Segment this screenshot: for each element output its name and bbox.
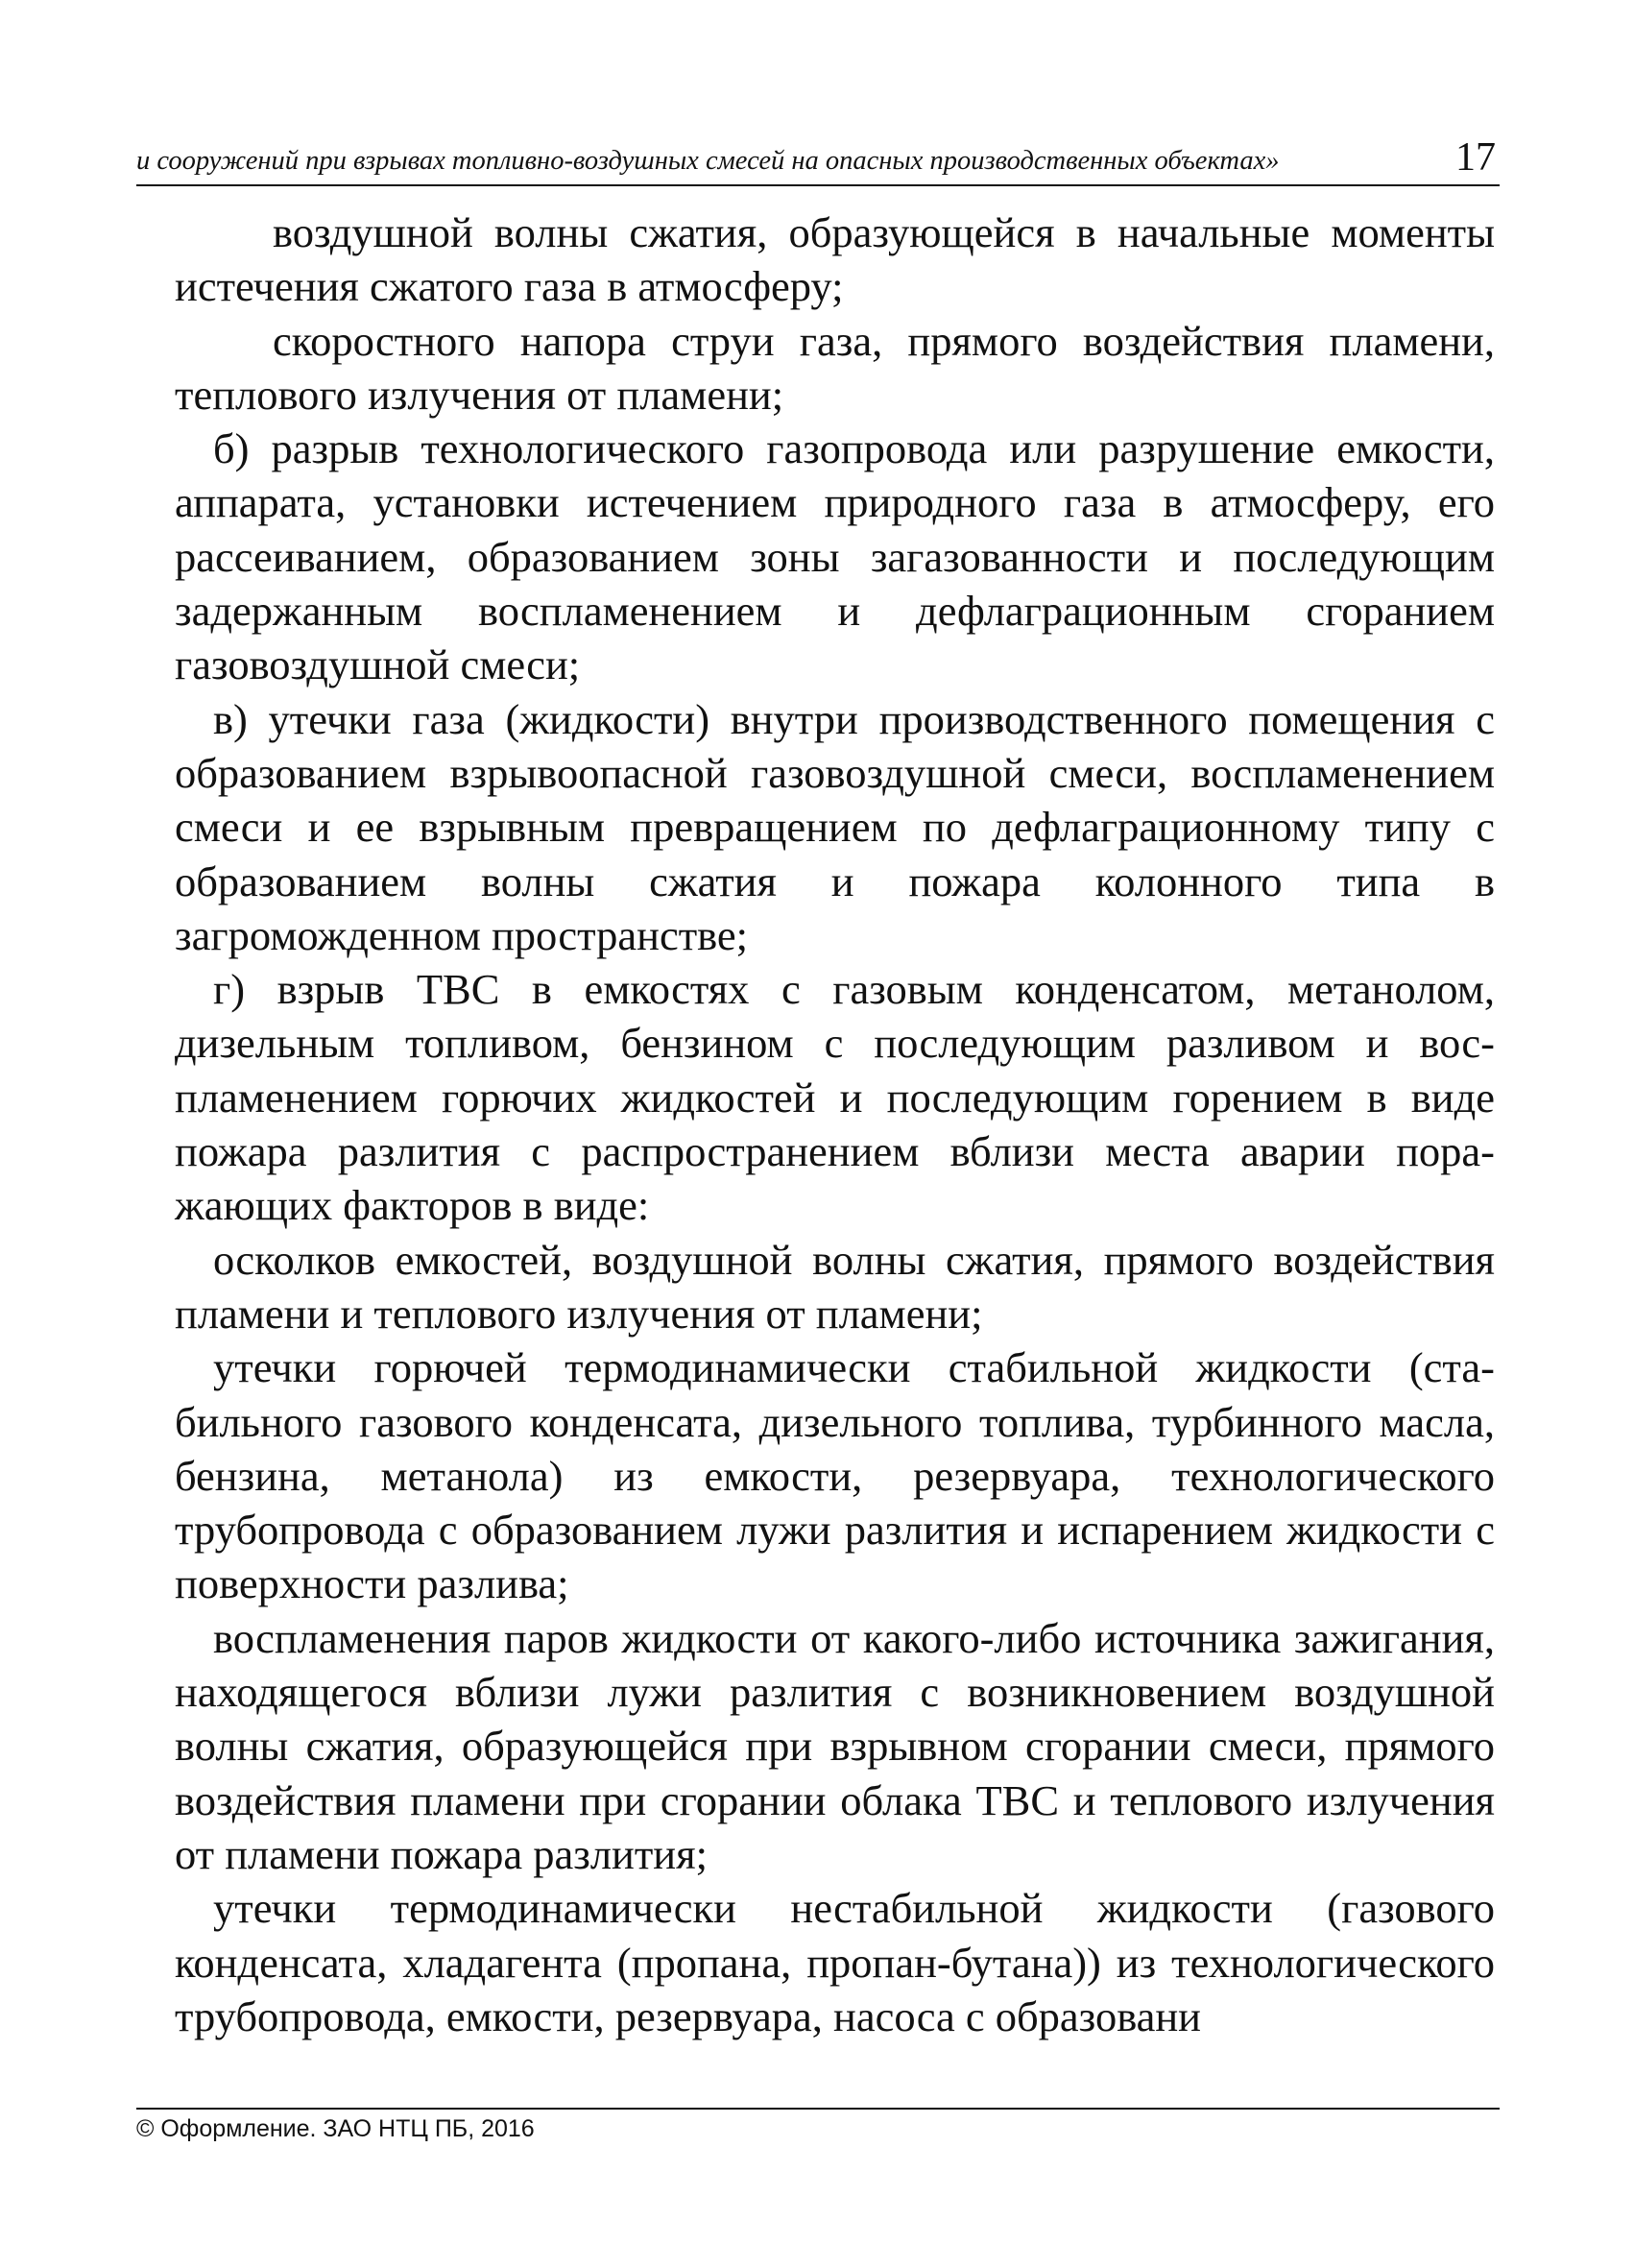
body-text — [175, 205, 1495, 2043]
paragraph: воздушной волны сжатия, образующейся в начальные моменты истечения сжатого газа в атмосферу; — [175, 208, 1495, 311]
page-footer — [136, 2108, 1500, 2143]
page-number: 17 — [1455, 135, 1496, 180]
paragraph: воспламенения паров жидкости от какого-либо источника зажигания, находящегося вблизи лужи разлития с возникновением воздушной волны сжатия, образующейся при взрывном сгорании смеси, прямого воздействия пламени при сгорании облака ТВС и теплового излучения от пламени пожара разлития; — [175, 1613, 1495, 1878]
paragraph: утечки горючей термодинамически стабильной жидкости (стабильного газового конденсата, дизельного топлива, турбинного масла, бензина, метанола) из емкости, резервуара, технологического трубопровода с образованием лужи разлития и испарением жидкости с поверхности разлива; — [175, 1343, 1495, 1608]
paragraph: в) утечки газа (жидкости) внутри производственного помещения с образованием взрывоопасной газовоздушной смеси, воспламенением смеси и ее взрывным превращением по дефлаграционному типу с образованием волны сжатия и пожара колонного типа в загроможденном пространстве; — [175, 694, 1495, 959]
paragraph: б) разрыв технологического газопровода или разрушение емкости, аппарата, установки истечением природного газа в атмосферу, его рассеиванием, образованием зоны загазованности и последующим задержанным воспламенением и дефлаграционным сгоранием газовоздушной смеси; — [175, 424, 1495, 689]
header-title: и сооружений при взрывах топливно-воздушных смесей на опасных производственных объектах» — [136, 146, 1280, 176]
paragraph: скоростного напора струи газа, прямого воздействия пламени, теплового излучения от пламени; — [175, 316, 1495, 419]
paragraph: осколков емкостей, воздушной волны сжатия, прямого воздействия пламени и теплового излучения от пламени; — [175, 1235, 1495, 1338]
paragraph: г) взрыв ТВС в емкостях с газовым конденсатом, метанолом, дизельным топливом, бензином с последующим разливом и воспламенением горючих жидкостей и последующим горением в виде пожара разлития с распространением вблизи места аварии поражающих факторов в виде: — [175, 965, 1495, 1230]
running-header — [136, 127, 1500, 186]
paragraph: утечки термодинамически нестабильной жидкости (газового конденсата, хладагента (пропана, пропан-бутана)) из технологического трубопровода, емкости, резервуара, насоса с образовани — [175, 1884, 1495, 2040]
copyright-text: © Оформление. ЗАО НТЦ ПБ, 2016 — [136, 2115, 535, 2142]
